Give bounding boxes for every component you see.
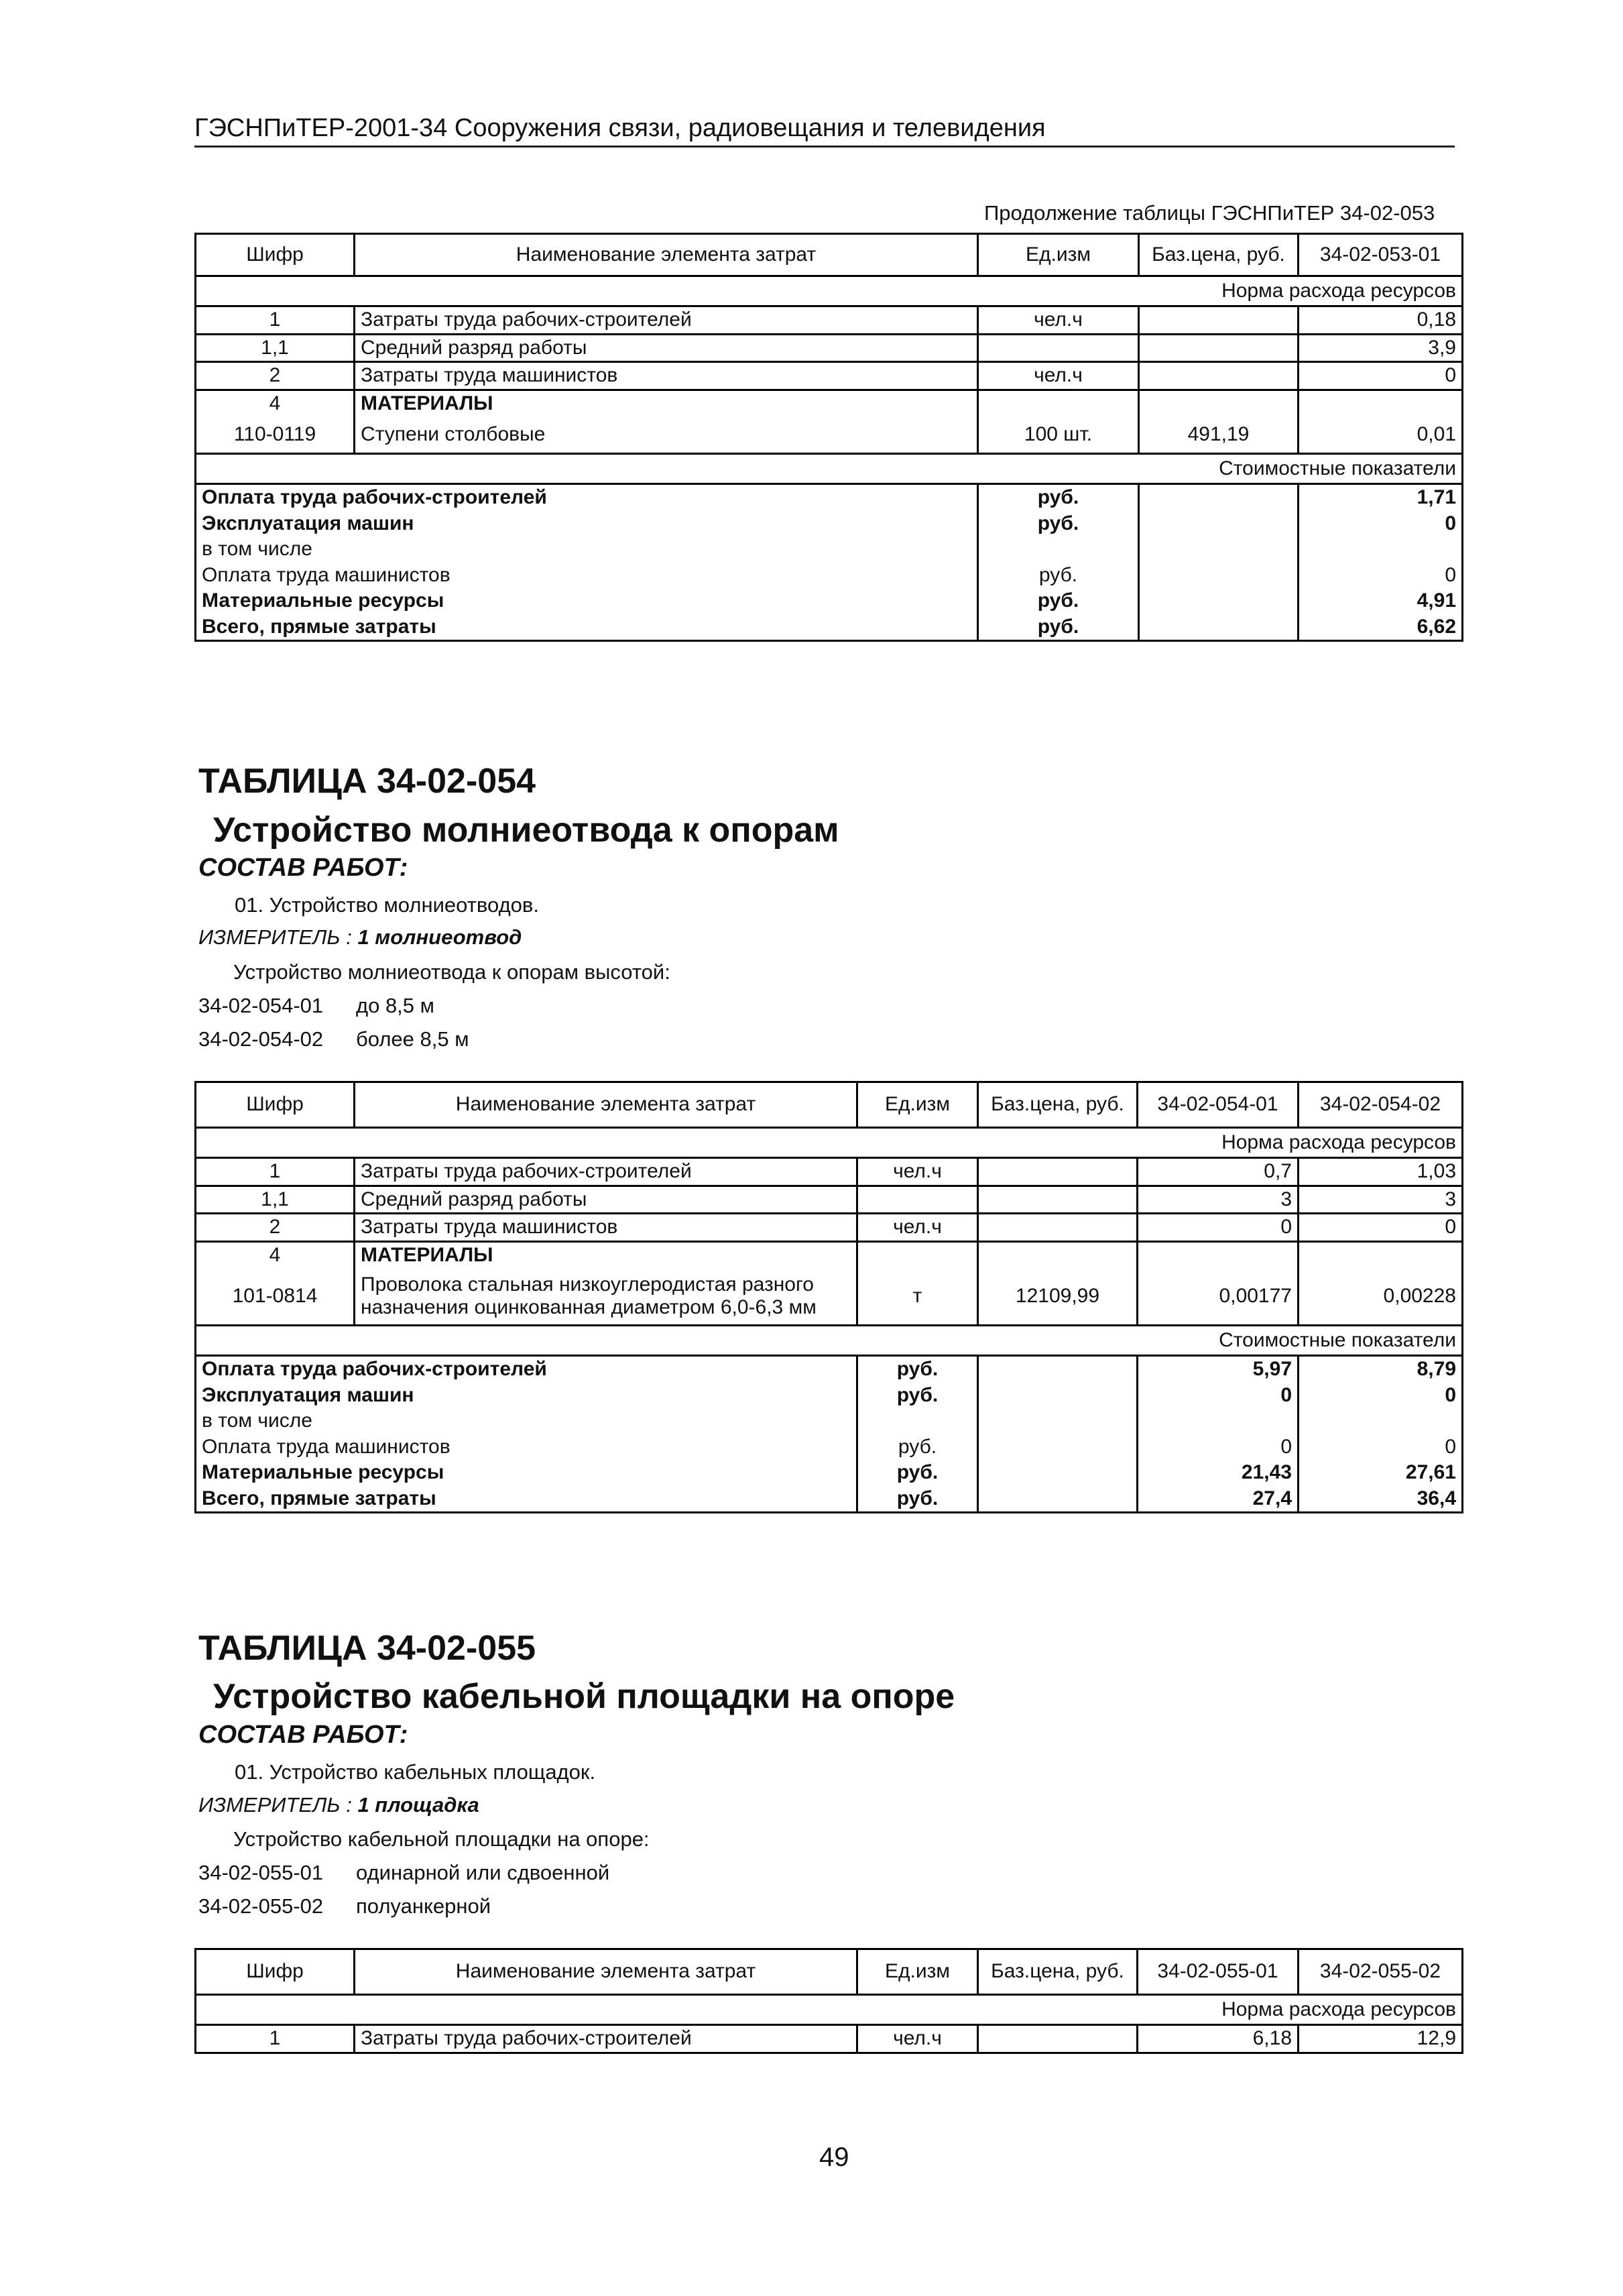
cost-row bbox=[196, 1356, 1463, 1383]
running-header: ГЭСНПиТЕР-2001-34 Сооружения связи, радиовещания и телевидения bbox=[194, 114, 1455, 148]
table-title: ТАБЛИЦА 34-02-054 bbox=[198, 762, 536, 801]
cost-v2 bbox=[1299, 1408, 1463, 1434]
table-continuation-caption: Продолжение таблицы ГЭСНПиТЕР 34-02-053 bbox=[984, 201, 1435, 225]
cell-price bbox=[978, 2025, 1138, 2053]
cell-price bbox=[1139, 306, 1299, 335]
cost-separator-row bbox=[196, 454, 1463, 484]
cost-v2: 0 bbox=[1299, 1383, 1463, 1409]
cell-unit: 100 шт. bbox=[978, 416, 1139, 454]
cost-price-empty bbox=[978, 1356, 1138, 1383]
cost-v2: 0 bbox=[1299, 1434, 1463, 1460]
cost-v1: 5,97 bbox=[1138, 1356, 1299, 1383]
cost-price-empty bbox=[1139, 588, 1299, 614]
measure-value: 1 площадка bbox=[357, 1793, 479, 1817]
cell-v1: 0,01 bbox=[1299, 416, 1463, 454]
cost-unit: руб. bbox=[978, 588, 1139, 614]
cost-unit: руб. bbox=[978, 484, 1139, 511]
cost-row bbox=[196, 563, 1463, 589]
cost-unit bbox=[978, 536, 1139, 563]
cost-label: Стоимостные показатели bbox=[196, 454, 1463, 484]
cell-code: 1,1 bbox=[196, 1186, 355, 1214]
variant-code: 34-02-055-01 bbox=[198, 1861, 324, 1884]
cell-v1 bbox=[1299, 390, 1463, 416]
cost-price-empty bbox=[1139, 563, 1299, 589]
cost-name: Материальные ресурсы bbox=[196, 588, 978, 614]
cost-unit: руб. bbox=[857, 1356, 978, 1383]
col-header-price: Баз.цена, руб. bbox=[978, 1949, 1138, 1995]
col-header-v2: 34-02-054-02 bbox=[1299, 1082, 1463, 1128]
cell-code: 1 bbox=[196, 2025, 355, 2053]
col-header-code: Шифр bbox=[196, 1082, 355, 1128]
cell-v2: 0,00228 bbox=[1299, 1268, 1463, 1326]
col-header-price: Баз.цена, руб. bbox=[1139, 234, 1299, 276]
cell-unit bbox=[978, 390, 1139, 416]
norm-separator-row bbox=[196, 276, 1463, 306]
measure-label: ИЗМЕРИТЕЛЬ : bbox=[198, 925, 352, 949]
cost-v1 bbox=[1138, 1408, 1299, 1434]
cost-price-empty bbox=[1139, 614, 1299, 641]
cell-code: 2 bbox=[196, 362, 355, 390]
cost-unit: руб. bbox=[857, 1460, 978, 1486]
table-row bbox=[196, 1241, 1463, 1268]
col-header-unit: Ед.изм bbox=[978, 234, 1139, 276]
cost-unit: руб. bbox=[857, 1434, 978, 1460]
cell-unit: т bbox=[857, 1268, 978, 1326]
cell-v2: 1,03 bbox=[1299, 1158, 1463, 1186]
col-header-name: Наименование элемента затрат bbox=[355, 1949, 857, 1995]
cell-price bbox=[1139, 362, 1299, 390]
cell-name: МАТЕРИАЛЫ bbox=[355, 390, 978, 416]
cell-price bbox=[1139, 390, 1299, 416]
variants-intro: Устройство кабельной площадки на опоре: bbox=[233, 1827, 650, 1851]
page-number: 49 bbox=[819, 2142, 849, 2172]
cell-name: Средний разряд работы bbox=[355, 334, 978, 362]
cell-code: 1 bbox=[196, 1158, 355, 1186]
cost-row bbox=[196, 1383, 1463, 1409]
col-header-name: Наименование элемента затрат bbox=[355, 1082, 857, 1128]
cost-row bbox=[196, 588, 1463, 614]
cell-unit bbox=[978, 334, 1139, 362]
cell-v2 bbox=[1299, 1241, 1463, 1268]
cell-price bbox=[978, 1186, 1138, 1214]
table-row bbox=[196, 416, 1463, 454]
cell-name: Средний разряд работы bbox=[355, 1186, 857, 1214]
variant-code: 34-02-055-02 bbox=[198, 1894, 324, 1918]
cost-v1: 21,43 bbox=[1138, 1460, 1299, 1486]
cost-row bbox=[196, 511, 1463, 537]
cost-unit: руб. bbox=[978, 511, 1139, 537]
cell-unit bbox=[857, 1186, 978, 1214]
cell-code: 4 bbox=[196, 390, 355, 416]
cell-unit: чел.ч bbox=[978, 306, 1139, 335]
cost-name: Всего, прямые затраты bbox=[196, 614, 978, 641]
cost-unit: руб. bbox=[857, 1383, 978, 1409]
cost-row bbox=[196, 1408, 1463, 1434]
table-header-row bbox=[196, 1949, 1463, 1995]
col-header-unit: Ед.изм bbox=[857, 1082, 978, 1128]
sostav-heading: СОСТАВ РАБОТ: bbox=[198, 1721, 408, 1749]
cost-unit: руб. bbox=[978, 614, 1139, 641]
cell-name: Затраты труда машинистов bbox=[355, 1214, 857, 1242]
cell-name: Затраты труда машинистов bbox=[355, 362, 978, 390]
table-row bbox=[196, 2025, 1463, 2053]
cost-name: в том числе bbox=[196, 1408, 857, 1434]
norm-separator-row bbox=[196, 1995, 1463, 2025]
cost-unit: руб. bbox=[857, 1486, 978, 1513]
work-item: 01. Устройство кабельных площадок. bbox=[235, 1760, 596, 1784]
cost-price-empty bbox=[1139, 484, 1299, 511]
col-header-v1: 34-02-053-01 bbox=[1299, 234, 1463, 276]
cell-code: 4 bbox=[196, 1241, 355, 1268]
cost-v2: 36,4 bbox=[1299, 1486, 1463, 1513]
table-row bbox=[196, 390, 1463, 416]
cost-unit: руб. bbox=[978, 563, 1139, 589]
table-title: ТАБЛИЦА 34-02-055 bbox=[198, 1629, 536, 1668]
col-header-unit: Ед.изм bbox=[857, 1949, 978, 1995]
cost-name: Оплата труда рабочих-строителей bbox=[196, 1356, 857, 1383]
cell-v1: 0,7 bbox=[1138, 1158, 1299, 1186]
measure-line bbox=[198, 925, 522, 950]
cell-unit bbox=[857, 1241, 978, 1268]
cell-name: Затраты труда рабочих-строителей bbox=[355, 1158, 857, 1186]
sostav-heading: СОСТАВ РАБОТ: bbox=[198, 854, 408, 882]
cost-name: Всего, прямые затраты bbox=[196, 1486, 857, 1513]
cell-code: 1 bbox=[196, 306, 355, 335]
cost-name: Оплата труда рабочих-строителей bbox=[196, 484, 978, 511]
norm-label: Норма расхода ресурсов bbox=[196, 1995, 1463, 2025]
cell-unit: чел.ч bbox=[857, 1214, 978, 1242]
cell-price: 12109,99 bbox=[978, 1268, 1138, 1326]
cost-v1: 0 bbox=[1299, 563, 1463, 589]
cost-row bbox=[196, 1486, 1463, 1513]
col-header-v1: 34-02-055-01 bbox=[1138, 1949, 1299, 1995]
col-header-price: Баз.цена, руб. bbox=[978, 1082, 1138, 1128]
cell-v1: 6,18 bbox=[1138, 2025, 1299, 2053]
table-row bbox=[196, 1158, 1463, 1186]
cell-v1: 0,00177 bbox=[1138, 1268, 1299, 1326]
cost-price-empty bbox=[978, 1383, 1138, 1409]
measure-value: 1 молниеотвод bbox=[357, 925, 522, 949]
cell-price bbox=[978, 1241, 1138, 1268]
table-row bbox=[196, 334, 1463, 362]
table-row bbox=[196, 1268, 1463, 1326]
cost-price-empty bbox=[978, 1434, 1138, 1460]
cell-unit: чел.ч bbox=[978, 362, 1139, 390]
cost-price-empty bbox=[978, 1460, 1138, 1486]
cell-unit: чел.ч bbox=[857, 1158, 978, 1186]
cell-code: 110-0119 bbox=[196, 416, 355, 454]
cost-row bbox=[196, 1434, 1463, 1460]
cost-v1: 0 bbox=[1138, 1434, 1299, 1460]
cost-name: Эксплуатация машин bbox=[196, 1383, 857, 1409]
table-34-02-054 bbox=[194, 1081, 1463, 1513]
cost-name: в том числе bbox=[196, 536, 978, 563]
variant-text: до 8,5 м bbox=[356, 994, 434, 1017]
cost-name: Эксплуатация машин bbox=[196, 511, 978, 537]
cost-name: Материальные ресурсы bbox=[196, 1460, 857, 1486]
cost-v2: 27,61 bbox=[1299, 1460, 1463, 1486]
cell-v1: 0 bbox=[1138, 1214, 1299, 1242]
cost-separator-row bbox=[196, 1326, 1463, 1356]
cost-price-empty bbox=[978, 1408, 1138, 1434]
cell-code: 1,1 bbox=[196, 334, 355, 362]
cost-label: Стоимостные показатели bbox=[196, 1326, 1463, 1356]
cost-v1: 27,4 bbox=[1138, 1486, 1299, 1513]
cost-price-empty bbox=[1139, 511, 1299, 537]
cell-v1: 0 bbox=[1299, 362, 1463, 390]
variant-code: 34-02-054-01 bbox=[198, 994, 324, 1017]
cell-v1: 0,18 bbox=[1299, 306, 1463, 335]
cell-v2: 12,9 bbox=[1299, 2025, 1463, 2053]
cost-row bbox=[196, 536, 1463, 563]
table-header-row bbox=[196, 1082, 1463, 1128]
col-header-v1: 34-02-054-01 bbox=[1138, 1082, 1299, 1128]
table-row bbox=[196, 362, 1463, 390]
cell-price bbox=[1139, 334, 1299, 362]
cell-v1 bbox=[1138, 1241, 1299, 1268]
variant-text: более 8,5 м bbox=[356, 1027, 469, 1051]
norm-separator-row bbox=[196, 1128, 1463, 1158]
variant-text: одинарной или сдвоенной bbox=[356, 1861, 610, 1884]
cell-code: 2 bbox=[196, 1214, 355, 1242]
cell-v2: 0 bbox=[1299, 1214, 1463, 1242]
col-header-v2: 34-02-055-02 bbox=[1299, 1949, 1463, 1995]
cost-name: Оплата труда машинистов bbox=[196, 563, 978, 589]
table-subtitle: Устройство кабельной площадки на опоре bbox=[213, 1677, 955, 1716]
col-header-code: Шифр bbox=[196, 1949, 355, 1995]
table-row bbox=[196, 1214, 1463, 1242]
measure-label: ИЗМЕРИТЕЛЬ : bbox=[198, 1793, 352, 1817]
table-row bbox=[196, 1186, 1463, 1214]
cost-row bbox=[196, 1460, 1463, 1486]
cost-row bbox=[196, 614, 1463, 641]
cell-name: Затраты труда рабочих-строителей bbox=[355, 306, 978, 335]
col-header-code: Шифр bbox=[196, 234, 355, 276]
cost-price-empty bbox=[978, 1486, 1138, 1513]
cost-v1: 0 bbox=[1299, 511, 1463, 537]
cost-v1: 6,62 bbox=[1299, 614, 1463, 641]
table-34-02-053 bbox=[194, 233, 1463, 642]
norm-label: Норма расхода ресурсов bbox=[196, 276, 1463, 306]
table-header-row bbox=[196, 234, 1463, 276]
cost-v1: 0 bbox=[1138, 1383, 1299, 1409]
cell-code: 101-0814 bbox=[196, 1268, 355, 1326]
table-subtitle: Устройство молниеотвода к опорам bbox=[213, 811, 839, 850]
cell-name: МАТЕРИАЛЫ bbox=[355, 1241, 857, 1268]
cost-name: Оплата труда машинистов bbox=[196, 1434, 857, 1460]
cell-name: Проволока стальная низкоуглеродистая разного назначения оцинкованная диаметром 6,0-6,3 мм bbox=[355, 1268, 857, 1326]
cell-v1: 3 bbox=[1138, 1186, 1299, 1214]
cost-v1: 4,91 bbox=[1299, 588, 1463, 614]
variants-intro: Устройство молниеотвода к опорам высотой: bbox=[233, 960, 670, 984]
cell-v2: 3 bbox=[1299, 1186, 1463, 1214]
variant-code: 34-02-054-02 bbox=[198, 1027, 324, 1051]
cell-price: 491,19 bbox=[1139, 416, 1299, 454]
cell-name: Ступени столбовые bbox=[355, 416, 978, 454]
cell-price bbox=[978, 1214, 1138, 1242]
measure-line bbox=[198, 1793, 479, 1817]
cell-name: Затраты труда рабочих-строителей bbox=[355, 2025, 857, 2053]
variant-text: полуанкерной bbox=[356, 1894, 491, 1918]
work-item: 01. Устройство молниеотводов. bbox=[235, 893, 539, 917]
cell-v1: 3,9 bbox=[1299, 334, 1463, 362]
cost-unit bbox=[857, 1408, 978, 1434]
table-34-02-055 bbox=[194, 1948, 1463, 2054]
norm-label: Норма расхода ресурсов bbox=[196, 1128, 1463, 1158]
col-header-name: Наименование элемента затрат bbox=[355, 234, 978, 276]
cost-v1: 1,71 bbox=[1299, 484, 1463, 511]
cell-unit: чел.ч bbox=[857, 2025, 978, 2053]
cost-price-empty bbox=[1139, 536, 1299, 563]
cell-price bbox=[978, 1158, 1138, 1186]
cost-v2: 8,79 bbox=[1299, 1356, 1463, 1383]
cost-v1 bbox=[1299, 536, 1463, 563]
table-row bbox=[196, 306, 1463, 335]
cost-row bbox=[196, 484, 1463, 511]
